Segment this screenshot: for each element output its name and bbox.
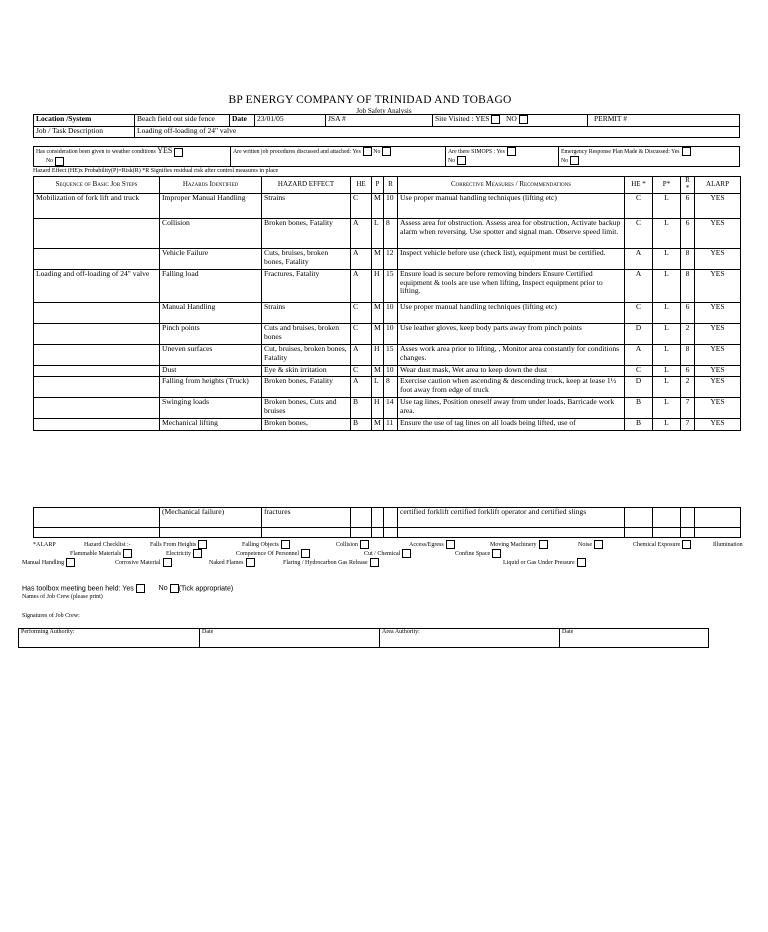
weather-yes-checkbox[interactable] (174, 148, 183, 157)
cell: L (653, 345, 681, 366)
cell (695, 528, 741, 538)
cell (34, 366, 160, 377)
cell: 6 (681, 219, 695, 249)
legend-item: Falls From Heights (150, 540, 207, 550)
cell: C (351, 324, 372, 345)
cell: 7 (681, 398, 695, 419)
date-label: Date (230, 115, 255, 127)
cell: L (653, 324, 681, 345)
erp-question (559, 147, 740, 167)
cell: H (372, 398, 384, 419)
cell: L (653, 270, 681, 303)
simops-no-label: No (448, 157, 456, 164)
cell (34, 324, 160, 345)
cell (398, 528, 625, 538)
legend-item: Electricity (166, 549, 202, 559)
cell: YES (695, 303, 741, 324)
cell (34, 398, 160, 419)
cell: L (653, 398, 681, 419)
cell (34, 528, 160, 538)
simops-question (446, 147, 559, 167)
performing-authority-field[interactable]: Performing Authority: (19, 629, 200, 648)
cell: Ensure the use of tag lines on all loads being lifted, use of (398, 419, 625, 431)
erp-no-label: No (561, 157, 569, 164)
jsa-table-body (34, 194, 741, 431)
cell: M (372, 366, 384, 377)
jsa-table-continued (33, 507, 741, 538)
toolbox-q-text: Has toolbox meeting been held: (22, 585, 121, 593)
cell: Mobilization of fork lift and truck (34, 194, 160, 219)
site-visited (433, 115, 588, 127)
toolbox-yes-checkbox[interactable] (136, 584, 145, 593)
cell: 11 (384, 419, 398, 431)
col-header: HE * (625, 177, 653, 194)
jsa-label: JSA # (326, 115, 433, 127)
legend-checkbox[interactable] (577, 558, 586, 567)
cell (372, 528, 384, 538)
legend-item: Cut / Chemical (364, 549, 411, 559)
legend-checkbox[interactable] (281, 540, 290, 549)
cell (681, 508, 695, 528)
cell: Falling from heights (Truck) (160, 377, 262, 398)
cell: Cuts, bruises, broken bones, Fatality (262, 249, 351, 270)
simops-q-text: Are there SIMOPS : (448, 148, 496, 155)
cell: D (625, 324, 653, 345)
hazard-effect-note: Hazard Effect (HE)x Probability(P)=Risk(R) *R Signifies residual risk after control measures in place (33, 168, 279, 174)
legend-checkbox[interactable] (301, 549, 310, 558)
cell (351, 528, 372, 538)
cell: Broken bones, Fatality (262, 377, 351, 398)
legend-item: Manual Handling (22, 558, 75, 568)
legend-item: Access/Egress (409, 540, 455, 550)
cell: Fractures, Fatality (262, 270, 351, 303)
location-label: Location /System (34, 115, 135, 127)
cell: certified forklift certified forklift operator and certified slings (398, 508, 625, 528)
cell: YES (695, 419, 741, 431)
cell: 7 (681, 419, 695, 431)
cell: 15 (384, 345, 398, 366)
cell: (Mechanical failure) (160, 508, 262, 528)
cell (34, 249, 160, 270)
erp-yes-checkbox[interactable] (682, 147, 691, 156)
legend-checkbox[interactable] (246, 558, 255, 567)
weather-question (34, 147, 231, 167)
cell: Strains (262, 303, 351, 324)
legend-checkbox[interactable] (402, 549, 411, 558)
col-header: P (372, 177, 384, 194)
cell: 8 (681, 345, 695, 366)
table-row (34, 508, 741, 528)
table-row (34, 303, 741, 324)
legend-checkbox[interactable] (539, 540, 548, 549)
cell: M (372, 249, 384, 270)
simops-yes-label: Yes (496, 148, 505, 155)
written-yes-checkbox[interactable] (363, 147, 372, 156)
erp-q-text: Emergency Response Plan Made & Discussed: (561, 148, 670, 155)
cell: 8 (384, 219, 398, 249)
legend-checkbox[interactable] (123, 549, 132, 558)
date-field-1[interactable]: Date (200, 629, 380, 648)
cell: A (351, 377, 372, 398)
table-row (34, 419, 741, 431)
cell (34, 377, 160, 398)
site-yes-label: YES (475, 114, 490, 124)
col-header: HAZARD EFFECT (262, 177, 351, 194)
cell (34, 219, 160, 249)
col-header: R * (681, 177, 695, 194)
cell: Pinch points (160, 324, 262, 345)
weather-yes-label: YES (157, 146, 173, 156)
legend-item: Chemical Exposure (633, 540, 691, 550)
table-row (34, 377, 741, 398)
location-value: Beach field out side fence (135, 115, 230, 127)
legend-checkbox[interactable] (446, 540, 455, 549)
cell: B (351, 419, 372, 431)
legend-item: Noise (578, 540, 603, 550)
cell (384, 508, 398, 528)
hazard-checklist-label: Hazard Checklist :- (84, 542, 131, 548)
cell: B (625, 398, 653, 419)
simops-no-checkbox[interactable] (457, 156, 466, 165)
cell: 15 (384, 270, 398, 303)
cell: Eye & skin irritation (262, 366, 351, 377)
cell: Broken bones, (262, 419, 351, 431)
cell (160, 528, 262, 538)
cell (262, 528, 351, 538)
legend-checkbox[interactable] (492, 549, 501, 558)
cell: Use leather gloves, keep body parts away from pinch points (398, 324, 625, 345)
area-authority-field[interactable]: Area Authority: (380, 629, 560, 648)
cell: L (372, 377, 384, 398)
table-header-row (34, 177, 741, 194)
cell: YES (695, 377, 741, 398)
col-header: Sequence of Basic Job Steps (34, 177, 160, 194)
cell: M (372, 303, 384, 324)
cell: fractures (262, 508, 351, 528)
site-no-checkbox[interactable] (519, 115, 528, 124)
cell: Vehicle Failure (160, 249, 262, 270)
simops-yes-checkbox[interactable] (507, 147, 516, 156)
erp-yes-label: Yes (671, 148, 680, 155)
cell: Broken bones, Cuts and bruises (262, 398, 351, 419)
cell: A (625, 249, 653, 270)
company-title: BP ENERGY COMPANY OF TRINIDAD AND TOBAGO (228, 94, 512, 106)
cell: Wear dust mask, Wet area to keep down the dust (398, 366, 625, 377)
toolbox-no-checkbox[interactable] (170, 584, 179, 593)
cell: C (351, 194, 372, 219)
cell: Swinging loads (160, 398, 262, 419)
legend-checkbox[interactable] (163, 558, 172, 567)
legend-checkbox[interactable] (360, 540, 369, 549)
cell: H (372, 270, 384, 303)
cell: L (653, 303, 681, 324)
weather-no-label: No (46, 158, 54, 165)
table-row (34, 398, 741, 419)
legend-item: Naked Flames (209, 558, 255, 568)
legend-checkbox[interactable] (370, 558, 379, 567)
cell: Ensure load is secure before removing binders Ensure Certified equipment & tools are use when lifting, Inspect equipment prior to lifting. (398, 270, 625, 303)
cell: Loading and off-loading of 24" valve (34, 270, 160, 303)
site-visited-label: Site Visited : (435, 114, 474, 124)
legend-item: Flammable Materials (70, 549, 132, 559)
cell (653, 508, 681, 528)
cell: C (625, 303, 653, 324)
date-value: 23/01/05 (255, 115, 326, 127)
cell: C (351, 366, 372, 377)
table-row (34, 528, 741, 538)
cell: YES (695, 398, 741, 419)
cell: YES (695, 219, 741, 249)
cell (681, 528, 695, 538)
cell (34, 303, 160, 324)
legend-item: Falling Objects (242, 540, 290, 550)
written-no-label: No (373, 148, 381, 155)
cell: A (351, 249, 372, 270)
cell: M (372, 324, 384, 345)
table-row (34, 324, 741, 345)
weather-q-text: Has consideration been given to weather conditions (36, 149, 156, 156)
cell (34, 508, 160, 528)
cell: 8 (681, 249, 695, 270)
cell: 12 (384, 249, 398, 270)
cell: C (625, 366, 653, 377)
cell: 6 (681, 303, 695, 324)
legend-checkbox[interactable] (198, 540, 207, 549)
legend-checkbox[interactable] (594, 540, 603, 549)
cell: Use tag lines, Position oneself away from under loads, Barricade work area. (398, 398, 625, 419)
col-header: Hazards Identified (160, 177, 262, 194)
col-header: P* (653, 177, 681, 194)
legend-item: Liquid or Gas Under Pressure (503, 558, 586, 568)
cell: L (653, 194, 681, 219)
cell: 8 (384, 377, 398, 398)
cell: A (351, 219, 372, 249)
legend-item: Illumination (713, 542, 743, 548)
table-row (34, 194, 741, 219)
permit-label: PERMIT # (588, 115, 740, 127)
cell: Uneven surfaces (160, 345, 262, 366)
cell (653, 528, 681, 538)
legend-item: Collision (336, 540, 369, 550)
cell: Broken bones, Fatality (262, 219, 351, 249)
cell: 10 (384, 324, 398, 345)
cell: L (653, 377, 681, 398)
cell: 14 (384, 398, 398, 419)
cell: Cut, bruises, broken bones, Fatality (262, 345, 351, 366)
cell: 2 (681, 377, 695, 398)
cell: YES (695, 249, 741, 270)
cell: YES (695, 194, 741, 219)
table-row (34, 219, 741, 249)
cell: B (625, 419, 653, 431)
cell: H (372, 345, 384, 366)
job-desc-label: Job / Task Description (34, 127, 135, 138)
document-subtitle: Job Safety Analysis (356, 107, 412, 115)
cell: Cuts and bruises, broken bones (262, 324, 351, 345)
cell (695, 508, 741, 528)
table-row (34, 249, 741, 270)
cell: YES (695, 324, 741, 345)
table-row (34, 345, 741, 366)
cell: Asses work area prior to lifting, , Monitor area constantly for conditions changes. (398, 345, 625, 366)
cell: M (372, 419, 384, 431)
col-header: Corrective Measures / Recommendations (398, 177, 625, 194)
legend-item: Corrosive Material (115, 558, 172, 568)
cell: Manual Handling (160, 303, 262, 324)
cell: B (351, 398, 372, 419)
col-header: ALARP (695, 177, 741, 194)
signature-table (18, 628, 709, 648)
cell: 6 (681, 194, 695, 219)
cell: Use proper manual handling techniques (lifting etc) (398, 194, 625, 219)
questions-table (33, 146, 740, 167)
cell: 10 (384, 303, 398, 324)
toolbox-no-label: No (158, 585, 168, 593)
cell: YES (695, 366, 741, 377)
table-row (34, 270, 741, 303)
weather-no-checkbox[interactable] (55, 157, 64, 166)
cell (34, 345, 160, 366)
cell: Mechanical lifting (160, 419, 262, 431)
cell: 10 (384, 194, 398, 219)
cell: Falling load (160, 270, 262, 303)
cell: Dust (160, 366, 262, 377)
cell: C (625, 194, 653, 219)
job-crew-names-label: Names of Job Crew (please print) (22, 594, 103, 600)
cell: L (653, 366, 681, 377)
col-header: R (384, 177, 398, 194)
legend-checkbox[interactable] (193, 549, 202, 558)
cell: A (625, 270, 653, 303)
cell: C (351, 303, 372, 324)
legend-checkbox[interactable] (66, 558, 75, 567)
toolbox-question (22, 584, 233, 593)
toolbox-yes-label: Yes (122, 585, 134, 593)
cell: 6 (681, 366, 695, 377)
cell: Use proper manual handling techniques (lifting etc) (398, 303, 625, 324)
cell: A (351, 345, 372, 366)
cell: L (372, 219, 384, 249)
cell: Strains (262, 194, 351, 219)
legend-checkbox[interactable] (682, 540, 691, 549)
alarp-note: *ALARP (33, 542, 56, 548)
job-desc-value: Loading off-loading of 24" valve (135, 127, 740, 138)
date-field-2[interactable]: Date (560, 629, 709, 648)
legend-item: Competence Of Personnel (236, 549, 310, 559)
cell: C (625, 219, 653, 249)
erp-no-checkbox[interactable] (570, 156, 579, 165)
col-header: HE (351, 177, 372, 194)
cell: Improper Manual Handling (160, 194, 262, 219)
cell (625, 528, 653, 538)
cell: M (372, 194, 384, 219)
written-proc-question (231, 147, 446, 167)
cell: L (653, 249, 681, 270)
cell: 8 (681, 270, 695, 303)
written-no-checkbox[interactable] (382, 147, 391, 156)
cell (372, 508, 384, 528)
cell: Inspect vehicle before use (check list), equipment must be certified. (398, 249, 625, 270)
cell: L (653, 419, 681, 431)
cell: D (625, 377, 653, 398)
cell (351, 508, 372, 528)
job-crew-signatures-label: Signatures of Job Crew: (22, 613, 80, 619)
tick-note: (Tick appropriate) (178, 585, 234, 593)
jsa-table (33, 176, 741, 431)
cell: YES (695, 270, 741, 303)
cell: 10 (384, 366, 398, 377)
cell: Collision (160, 219, 262, 249)
site-no-label: NO (506, 114, 517, 124)
cell: Assess area for obstruction. Assess area for obstruction, Activate backup alarm when reversing. Use spotter and signal man. Observe speed limit. (398, 219, 625, 249)
cell: A (351, 270, 372, 303)
legend-item: Confine Space (455, 549, 501, 559)
cell: YES (695, 345, 741, 366)
hazard-checklist (0, 540, 768, 570)
written-yes-label: Yes (352, 148, 361, 155)
cell (625, 508, 653, 528)
cell: 2 (681, 324, 695, 345)
legend-item: Flaring / Hydrocarbon Gas Release (283, 558, 379, 568)
written-proc-q-text: Are written job procedures discussed and attached: (233, 148, 352, 155)
cell: A (625, 345, 653, 366)
cell (34, 419, 160, 431)
cell (384, 528, 398, 538)
cell: L (653, 219, 681, 249)
legend-item: Moving Machinery (490, 540, 548, 550)
table-row (34, 366, 741, 377)
header-info-table (33, 114, 740, 138)
cell: Exercise caution when ascending & descending truck, keep at lease 1½ foot away from edge of truck (398, 377, 625, 398)
site-yes-checkbox[interactable] (491, 115, 500, 124)
